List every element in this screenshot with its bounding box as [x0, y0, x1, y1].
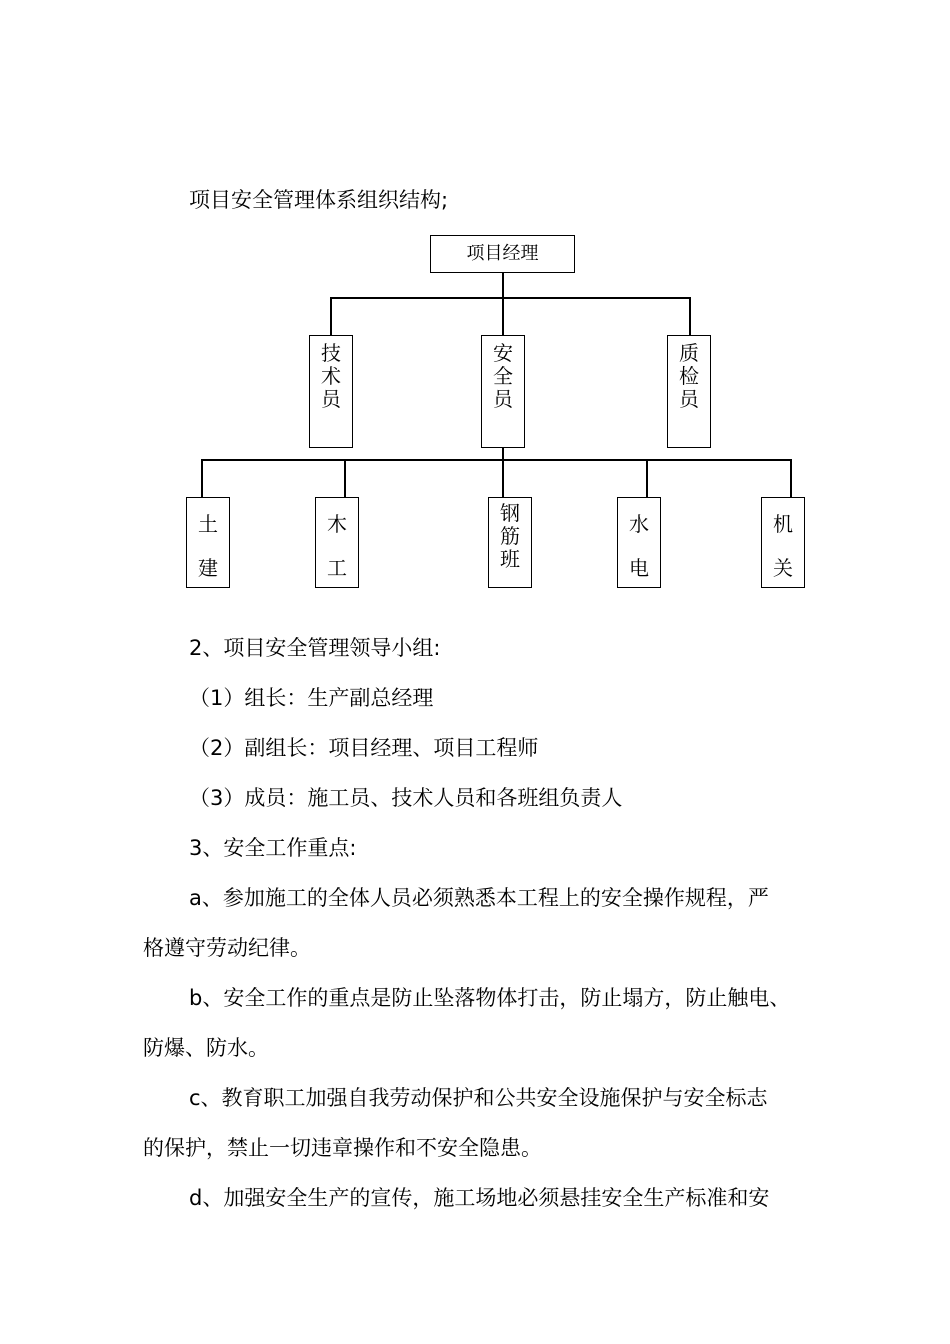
- connector: [790, 459, 792, 497]
- org-node-safety: [481, 335, 525, 448]
- connector: [330, 297, 332, 335]
- org-chart: [0, 0, 950, 620]
- connector: [502, 459, 504, 497]
- paragraph: b、安全工作的重点是防止坠落物体打击，防止塌方，防止触电、: [189, 986, 791, 1010]
- paragraph: 格遵守劳动纪律。: [143, 936, 311, 960]
- connector: [646, 459, 648, 497]
- org-node-root-label: 项目经理: [466, 243, 539, 264]
- org-node-rebar: [488, 497, 532, 588]
- paragraph: （3）成员：施工员、技术人员和各班组负责人: [189, 786, 623, 810]
- section-heading: 项目安全管理体系组织结构;: [189, 188, 449, 212]
- connector: [689, 297, 691, 335]
- org-node-civil: [186, 497, 230, 588]
- org-node-civil-label: 土建: [198, 512, 218, 580]
- connector: [502, 273, 504, 298]
- paragraph: d、加强安全生产的宣传，施工场地必须悬挂安全生产标准和安: [189, 1186, 770, 1210]
- org-node-root: [430, 235, 575, 273]
- org-node-tech: [309, 335, 353, 448]
- connector: [330, 297, 690, 299]
- paragraph: 2、项目安全管理领导小组:: [189, 636, 441, 660]
- paragraph: a、参加施工的全体人员必须熟悉本工程上的安全操作规程，严: [189, 886, 769, 910]
- org-node-tech-label: 技术员: [321, 341, 341, 411]
- org-node-water-electric: [617, 497, 661, 588]
- connector: [344, 459, 346, 497]
- connector: [201, 459, 791, 461]
- org-node-carpentry: [315, 497, 359, 588]
- org-node-mechanical-label: 机关: [773, 512, 793, 580]
- paragraph: （1）组长：生产副总经理: [189, 686, 434, 710]
- paragraph: 3、安全工作重点:: [189, 836, 357, 860]
- paragraph: （2）副组长：项目经理、项目工程师: [189, 736, 539, 760]
- connector: [201, 459, 203, 497]
- org-node-rebar-label: 钢筋班: [500, 501, 520, 571]
- paragraph: 的保护，禁止一切违章操作和不安全隐患。: [143, 1136, 542, 1160]
- org-node-water-electric-label: 水电: [629, 512, 649, 580]
- connector: [502, 297, 504, 335]
- org-node-mechanical: [761, 497, 805, 588]
- paragraph: c、教育职工加强自我劳动保护和公共安全设施保护与安全标志: [189, 1086, 768, 1110]
- org-node-qc: [667, 335, 711, 448]
- org-node-safety-label: 安全员: [493, 341, 513, 411]
- org-node-qc-label: 质检员: [679, 341, 699, 411]
- paragraph: 防爆、防水。: [143, 1036, 269, 1060]
- org-node-carpentry-label: 木工: [327, 512, 347, 580]
